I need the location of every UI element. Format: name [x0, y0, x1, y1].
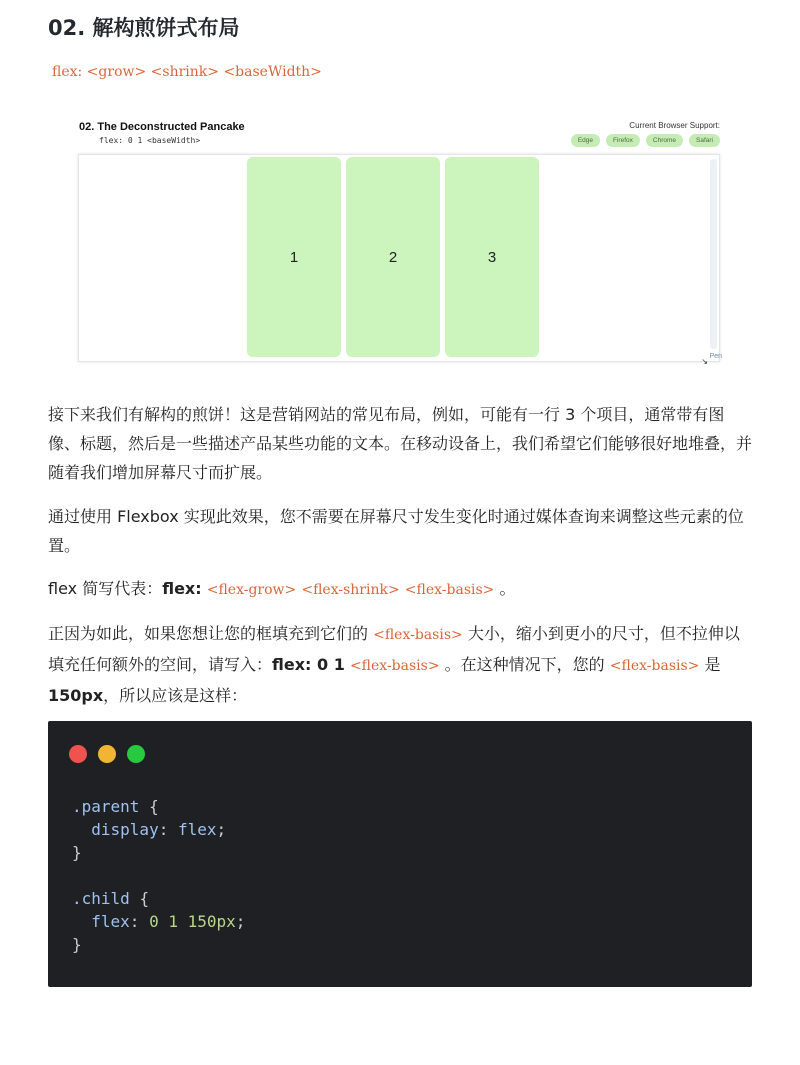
flex-syntax: flex: <grow> <shrink> <baseWidth> — [52, 64, 322, 80]
demo-screenshot — [74, 114, 726, 366]
shorthand-suffix: 。 — [499, 579, 516, 598]
code-prop-flex: flex — [91, 912, 130, 931]
explanation-px-value: 150px — [48, 686, 104, 705]
demo-code: flex: 0 1 <baseWidth> — [99, 136, 201, 145]
paragraph-shorthand — [48, 574, 754, 605]
code-window — [48, 721, 752, 987]
code-val-flex-shorthand: 0 1 150px — [149, 912, 236, 931]
code-flex-basis: <flex-basis> — [404, 582, 495, 598]
paragraph-explanation — [48, 619, 754, 710]
code-flex-basis-3: <flex-basis> — [609, 658, 700, 674]
explanation-text-c: 。在这种情况下，您的 — [444, 655, 605, 674]
maximize-dot-icon[interactable] — [127, 745, 145, 763]
code-selector-child: .child — [72, 889, 130, 908]
close-dot-icon[interactable] — [69, 745, 87, 763]
code-flex-grow: <flex-grow> — [206, 582, 297, 598]
demo-scrollbar[interactable] — [710, 159, 717, 349]
pancake-item-3: 3 — [445, 157, 539, 357]
shorthand-prefix: flex 简写代表： — [48, 579, 163, 598]
paragraph-flexbox: 通过使用 Flexbox 实现此效果，您不需要在屏幕尺寸发生变化时通过媒体查询来调整这些元素的位置。 — [48, 507, 744, 555]
code-flex-basis-1: <flex-basis> — [373, 627, 463, 643]
browser-support-label: Current Browser Support: — [629, 121, 720, 130]
explanation-flex-value: flex: 0 1 — [272, 655, 345, 674]
explanation-text-b: 大小，缩小到更小的尺寸，但不拉伸以填充任何额外的空间，请写入： — [48, 624, 740, 674]
code-brace-close-1: } — [72, 843, 82, 862]
code-block: .parent { display: flex; } .child { flex: 0 1 150px; } — [72, 797, 246, 954]
demo-title: 02. The Deconstructed Pancake — [79, 121, 245, 133]
code-prop-display: display — [91, 820, 159, 839]
explanation-text-a: 正因为如此，如果您想让您的框填充到它们的 — [48, 624, 369, 643]
code-val-flex: flex — [177, 820, 217, 839]
demo-corner-link[interactable]: Pen — [709, 353, 722, 360]
page-title: 02. 解构煎饼式布局 — [48, 16, 240, 40]
shorthand-flex-label: flex: — [162, 579, 202, 598]
badge-chrome: Chrome — [646, 134, 683, 147]
code-flex-shrink: <flex-shrink> — [301, 582, 400, 598]
paragraph-intro: 接下来我们有解构的煎饼！这是营销网站的常见布局，例如，可能有一行 3 个项目，通常带有图像、标题，然后是一些描述产品某些功能的文本。在移动设备上，我们希望它们能够很好地堆叠，并随着我们增加屏幕尺寸而扩展。 — [48, 405, 753, 482]
code-brace-open-2: { — [139, 889, 150, 908]
code-brace-close-2: } — [72, 935, 82, 954]
code-flex-basis-2: <flex-basis> — [349, 658, 440, 674]
browser-badges — [571, 134, 720, 147]
explanation-text-e: ，所以应该是这样： — [103, 686, 248, 705]
badge-edge: Edge — [571, 134, 600, 147]
minimize-dot-icon[interactable] — [98, 745, 116, 763]
code-brace-open-1: { — [149, 797, 159, 816]
resize-handle-icon[interactable]: ↘ — [701, 357, 708, 366]
badge-safari: Safari — [689, 134, 720, 147]
code-selector-parent: .parent — [72, 797, 140, 816]
explanation-text-d: 是 — [704, 655, 721, 674]
badge-firefox: Firefox — [606, 134, 640, 147]
pancake-item-1: 1 — [247, 157, 341, 357]
demo-stage — [78, 154, 720, 362]
pancake-item-2: 2 — [346, 157, 440, 357]
